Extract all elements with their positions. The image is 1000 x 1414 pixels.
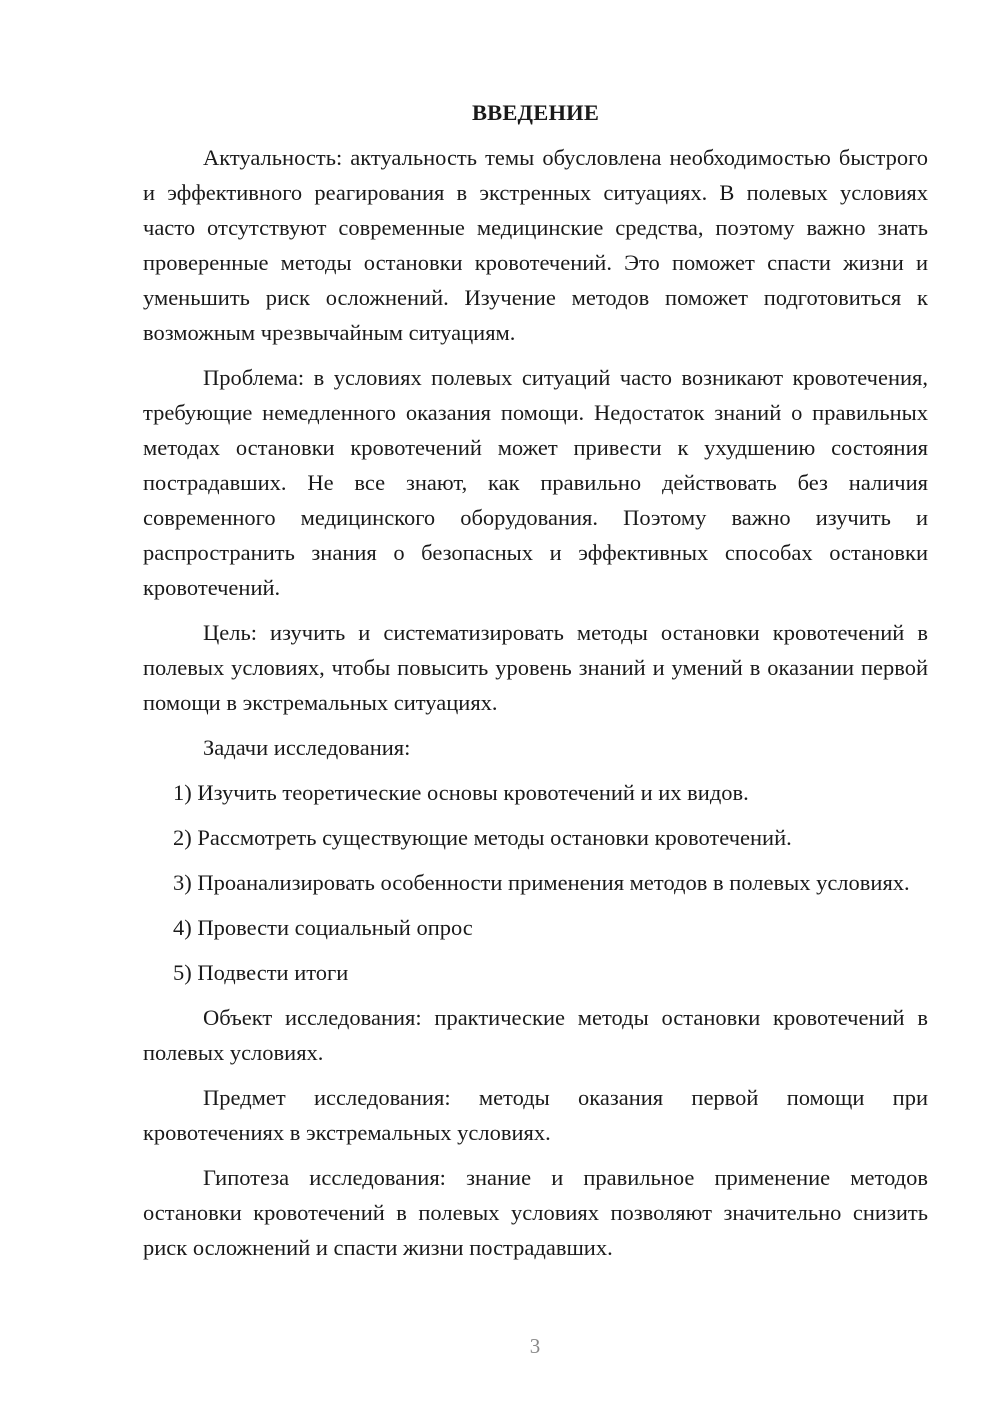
subject-paragraph: Предмет исследования: методы оказания первой помощи при кровотечениях в экстремальных условиях. (143, 1085, 928, 1145)
list-item: 1) Изучить теоретические основы кровотечений и их видов. (173, 780, 749, 805)
list-item: 4) Провести социальный опрос (173, 915, 473, 940)
goal-paragraph: Цель: изучить и систематизировать методы остановки кровотечений в полевых условиях, чтобы повысить уровень знаний и умений в оказании первой помощи в экстремальных ситуациях. (143, 620, 928, 715)
list-item: 3) Проанализировать особенности применения методов в полевых условиях. (173, 870, 910, 895)
relevance-paragraph: Актуальность: актуальность темы обусловлена необходимостью быстрого и эффективного реагирования в экстренных ситуациях. В полевых условиях часто отсутствуют современные медицинские средства, поэтому важно знать проверенные методы остановки кровотечений. Это поможет спасти жизни и уменьшить риск осложнений. Изучение методов поможет подготовиться к возможным чрезвычайным ситуациям. (143, 145, 928, 345)
page-number: 3 (529, 1334, 541, 1358)
list-item: 5) Подвести итоги (173, 960, 349, 985)
document-page (143, 95, 928, 1275)
tasks-list (143, 775, 928, 990)
hypothesis-paragraph: Гипотеза исследования: знание и правильное применение методов остановки кровотечений в полевых условиях позволяют значительно снизить риск осложнений и спасти жизни пострадавших. (143, 1165, 928, 1260)
problem-paragraph: Проблема: в условиях полевых ситуаций часто возникают кровотечения, требующие немедленного оказания помощи. Недостаток знаний о правильных методах остановки кровотечений может привести к ухудшению состояния пострадавших. Не все знают, как правильно действовать без наличия современного медицинского оборудования. Поэтому важно изучить и распространить знания о безопасных и эффективных способах остановки кровотечений. (143, 365, 928, 600)
page-title: ВВЕДЕНИЕ (471, 100, 600, 125)
list-item: 2) Рассмотреть существующие методы остановки кровотечений. (173, 825, 792, 850)
tasks-heading: Задачи исследования: (203, 735, 411, 760)
object-paragraph: Объект исследования: практические методы остановки кровотечений в полевых условиях. (143, 1005, 928, 1065)
